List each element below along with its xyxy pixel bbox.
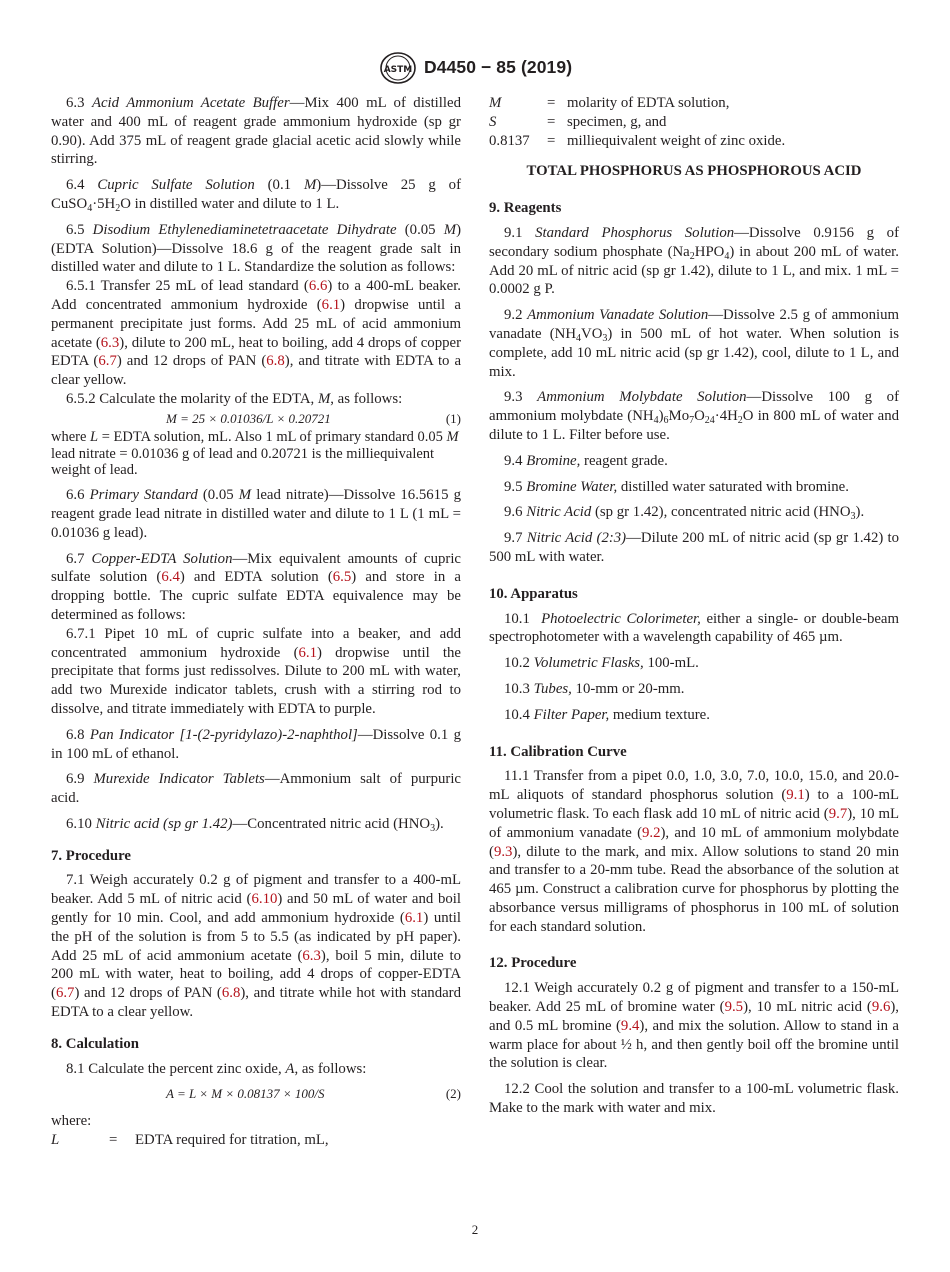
section-9-3: 9.3 Ammonium Molybdate Solution—Dissolve 100 g of ammonium molybdate $(NH_4)_6Mo_7O_{24}\cdot 4H_2O$ in 800 mL of water and dilute to 1 L. Filter before use. — [489, 389, 900, 443]
heading-7-procedure: 7. Procedure — [51, 847, 131, 864]
heading-12-procedure: 12. Procedure — [489, 955, 577, 972]
section-6-7: 6.7 Copper-EDTA Solution—Mix equivalent amounts of cupric sulfate solution (6.4) and EDTA solution (6.5) and store in a dropping bottle. The cupric sulfate EDTA equivalence may be determined as follows: — [51, 550, 461, 623]
ref-link[interactable]: 9.4 — [620, 1017, 640, 1034]
page-header — [0, 52, 950, 86]
ref-link[interactable]: 6.4 — [161, 569, 180, 586]
def-symbol: S — [489, 113, 497, 130]
equation-1-formula: M = 25 × 0.01036/L × 0.20721 — [166, 410, 331, 426]
document-designation: D4450 − 85 (2019) — [424, 57, 573, 77]
def-symbol: M — [489, 95, 502, 111]
ref-link[interactable]: 6.3 — [302, 947, 321, 964]
section-6-6: 6.6 Primary Standard (0.05 M lead nitrate)—Dissolve 16.5615 g reagent grade lead nitrate in distilled water and dilute to 1 L (1 mL = 0.01036 g lead). — [51, 487, 461, 541]
definition-list-left — [51, 1131, 461, 1150]
ref-link[interactable]: 6.6 — [308, 278, 328, 295]
heading-10-apparatus: 10. Apparatus — [489, 585, 578, 602]
section-9-4: 9.4 Bromine, reagent grade. — [504, 452, 668, 469]
ref-link[interactable]: 6.1 — [404, 910, 424, 927]
where-label: where: — [51, 1113, 92, 1130]
ref-link[interactable]: 6.7 — [55, 985, 75, 1002]
ref-link[interactable]: 6.8 — [221, 985, 241, 1002]
section-11-1: 11.1 Transfer from a pipet 0.0, 1.0, 3.0, 7.0, 10.0, 15.0, and 20.0-mL aliquots of standard phosphorus solution (9.1) to a 100-mL volumetric flask. To each flask add 10 mL of nitric acid (9.7), 10 mL of ammonium vanadate (9.2), and 10 mL of ammonium molybdate (9.3), dilute to the mark, and mix. Allow solutions to stand 20 min and transfer to a 20-mm tube. Read the absorbance of the solution at 465 µm. Construct a calibration curve for phosphorus by plotting the absorbance versus milligrams of phosphorus in 100 mL of solution for each standard solution. — [489, 768, 900, 935]
ref-link[interactable]: 6.3 — [100, 334, 120, 351]
heading-11-calibration-curve: 11. Calibration Curve — [489, 743, 627, 760]
section-9-7: 9.7 Nitric Acid (2:3)—Dilute 200 mL of nitric acid (sp gr 1.42) to 500 mL with water. — [489, 530, 899, 565]
ref-link[interactable]: 9.2 — [642, 824, 661, 841]
section-10-2: 10.2 Volumetric Flasks, 100-mL. — [504, 655, 699, 672]
section-9-1: 9.1 Standard Phosphorus Solution—Dissolve 0.9156 g of secondary sodium phosphate $(Na_2HPO_4)$ in about 200 mL of water. Add 20 mL of nitric acid (sp gr 1.42), dilute to 1 L, and mix. 1 mL = 0.0002 g P. — [489, 224, 899, 298]
ref-link[interactable]: 6.10 — [251, 891, 278, 908]
right-column — [489, 94, 899, 1118]
section-6-7-1: 6.7.1 Pipet 10 mL of cupric sulfate into a beaker, and add concentrated ammonium hydroxide (6.1) dropwise until the precipitate that forms just redissolves. Dilute to 200 mL with water, add two Murexide indicator tablets, crush with a stirring rod to dissolve, and titrate immediately with EDTA to purple. — [51, 625, 461, 717]
def-symbol: 0.8137 — [489, 132, 530, 149]
section-10-3: 10.3 Tubes, 10-mm or 20-mm. — [504, 680, 685, 697]
section-8-1: 8.1 Calculate the percent zinc oxide, A, as follows: — [66, 1060, 367, 1077]
ref-link[interactable]: 9.1 — [786, 787, 805, 804]
section-10-1: 10.1 Photoelectric Colorimeter, either a single- or double-beam spectrophotometer with a wavelength capability of 465 µm. — [489, 610, 899, 646]
section-7-1: 7.1 Weigh accurately 0.2 g of pigment and transfer to a 400-mL beaker. Add 5 mL of nitric acid (6.10) and 50 mL of water and boil gently for 10 min. Cool, and add ammonium hydroxide (6.1) until the pH of the solution is from 5 to 5.5 (as indicated by pH paper). Add 25 mL of acid ammonium acetate (6.3), boil 5 min, dilute to 200 mL with water, heat to boiling, add 4 drops of copper-EDTA (6.7) and 12 drops of PAN (6.8), and titrate while hot with standard EDTA to a clear yellow. — [51, 872, 461, 1021]
heading-9-reagents: 9. Reagents — [489, 200, 562, 217]
equation-1 — [51, 409, 461, 429]
astm-logo-icon — [380, 52, 416, 84]
def-eq: = — [547, 113, 556, 130]
ref-link[interactable]: 9.5 — [724, 999, 744, 1016]
page-number: 2 — [471, 1222, 479, 1237]
ref-link[interactable]: 6.7 — [98, 353, 117, 370]
section-12-2: 12.2 Cool the solution and transfer to a 100-mL volumetric flask. Make to the mark with water and mix. — [489, 1081, 899, 1117]
ref-link[interactable]: 6.5 — [332, 569, 352, 586]
definition-list-right — [489, 94, 899, 150]
equation-1-where: where L = EDTA solution, mL. Also 1 mL of primary standard 0.05 M lead nitrate = 0.01036 g of lead and 0.20721 is the milliequivalent weight of lead. — [51, 428, 459, 479]
section-9-6: 9.6 Nitric Acid (sp gr 1.42), concentrated nitric acid $(HNO_3)$. — [504, 504, 865, 523]
main-section-heading: TOTAL PHOSPHORUS AS PHOSPHOROUS ACID — [526, 163, 862, 180]
section-6-3: 6.3 Acid Ammonium Acetate Buffer—Mix 400 mL of distilled water and 400 mL of reagent grade ammonium hydroxide (sp gr 0.90). Add 375 mL of reagent grade glacial acetic acid slowly while stirring. — [51, 95, 461, 168]
section-6-10: 6.10 Nitric acid (sp gr 1.42)—Concentrated nitric acid $(HNO_3)$. — [66, 815, 444, 834]
logo-text: ASTM — [383, 65, 413, 75]
equation-1-number: (1) — [445, 410, 461, 426]
section-6-5: 6.5 Disodium Ethylenediaminetetraacetate Dihydrate (0.05 M) (EDTA Solution)—Dissolve 18.6 g of the reagent grade salt in distilled water and dilute to 1 L. Standardize the solution as follows: — [51, 221, 461, 276]
equation-2-number: (2) — [445, 1086, 461, 1102]
ref-link[interactable]: 9.7 — [828, 805, 848, 822]
ref-link[interactable]: 9.3 — [493, 843, 513, 860]
section-10-4: 10.4 Filter Paper, medium texture. — [504, 706, 710, 723]
equation-2-formula: A = L × M × 0.08137 × 100/S — [166, 1086, 325, 1102]
equation-2 — [51, 1084, 461, 1104]
heading-8-calculation: 8. Calculation — [51, 1035, 139, 1052]
section-6-5-2: 6.5.2 Calculate the molarity of the EDTA, M, as follows: — [66, 390, 403, 407]
section-12-1: 12.1 Weigh accurately 0.2 g of pigment and transfer to a 150-mL beaker. Add 25 mL of bromine water (9.5), 10 mL nitric acid (9.6), and 0.5 mL bromine (9.4), and mix the solution. Allow to stand in a warm place for about ½ h, and then gently boil off the bromine until the solution is clear. — [489, 980, 899, 1072]
section-6-5-1: 6.5.1 Transfer 25 mL of lead standard (6.6) to a 400-mL beaker. Add concentrated ammonium hydroxide (6.1) dropwise until a permanent precipitate just forms. Add 25 mL of acid ammonium acetate (6.3), dilute to 200 mL, heat to boiling, add 4 drops of copper EDTA (6.7) and 12 drops of PAN (6.8), and titrate with EDTA to a clear yellow. — [51, 278, 462, 389]
section-9-2: 9.2 Ammonium Vanadate Solution—Dissolve 2.5 g of ammonium vanadate $(NH_4VO_3)$ in 500 mL of hot water. When solution is complete, add 10 mL nitric acid (sp gr 1.42), cool, dilute to 1 L, and mix. — [489, 307, 899, 380]
left-column — [51, 94, 461, 1150]
def-eq: = — [109, 1132, 118, 1149]
ref-link[interactable]: 6.1 — [321, 296, 341, 313]
def-desc: EDTA required for titration, mL, — [135, 1132, 329, 1149]
def-desc: milliequivalent weight of zinc oxide. — [567, 132, 786, 149]
section-6-4: 6.4 Cupric Sulfate Solution (0.1 M)—Dissolve 25 g of $CuSO_4\cdot 5H_2O$ in distilled water and dilute to 1 L. — [51, 177, 461, 214]
section-6-9: 6.9 Murexide Indicator Tablets—Ammonium salt of purpuric acid. — [51, 771, 461, 807]
def-symbol: L — [51, 1132, 60, 1149]
def-desc: molarity of EDTA solution, — [567, 95, 730, 111]
def-eq: = — [547, 95, 556, 111]
def-desc: specimen, g, and — [567, 113, 667, 130]
ref-link[interactable]: 6.8 — [266, 353, 285, 370]
ref-link[interactable]: 6.1 — [298, 644, 318, 661]
def-eq: = — [547, 132, 556, 149]
ref-link[interactable]: 9.6 — [871, 999, 891, 1016]
section-6-8: 6.8 Pan Indicator [1-(2-pyridylazo)-2-naphthol]—Dissolve 0.1 g in 100 mL of ethanol. — [51, 726, 462, 762]
section-9-5: 9.5 Bromine Water, distilled water saturated with bromine. — [504, 478, 849, 495]
